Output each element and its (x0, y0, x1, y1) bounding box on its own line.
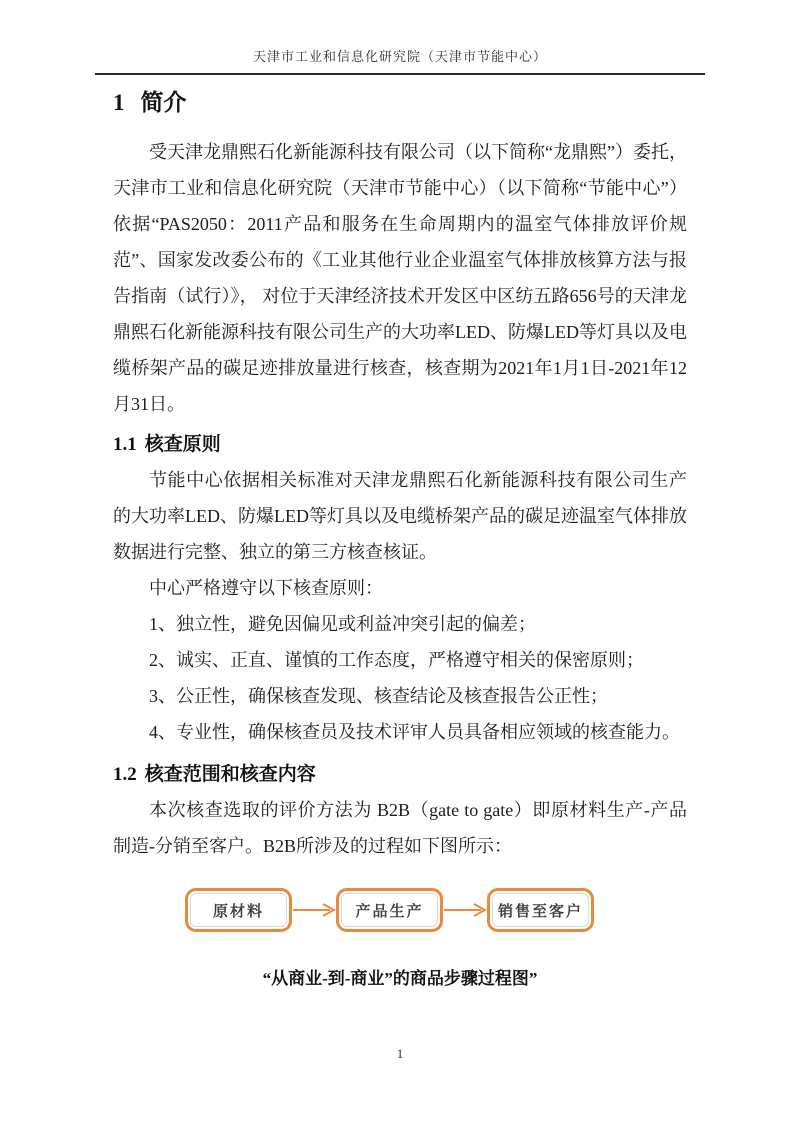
section-1-1-paragraph: 节能中心依据相关标准对天津龙鼎熙石化新能源科技有限公司生产的大功率LED、防爆LED等灯具以及电缆桥架产品的碳足迹温室气体排放数据进行完整、独立的第三方核查核证。 (113, 470, 687, 562)
section-1-1-title: 核查原则 (144, 434, 221, 455)
principle-item: 1、独立性，避免因偏见或利益冲突引起的偏差； (149, 614, 536, 634)
flow-arrow-icon (443, 902, 487, 918)
header-title: 天津市工业和信息化研究院（天津市节能中心） (252, 49, 547, 64)
intro-paragraph: 受天津龙鼎熙石化新能源科技有限公司（以下简称“龙鼎熙”）委托，天津市工业和信息化研究院（天津市节能中心）（以下简称“节能中心”）依据“PAS2050：2011产品和服务在生命周期内的温室气体排放评价规范”、国家发改委公布的《工业其他行业企业温室气体排放核算方法与报告指南（试行）》， 对位于天津经济技术开发区中区纺五路656号的天津龙鼎熙石化新能源科技有限公司生产的大功率LED、防爆LED等灯具以及电缆桥架产品的碳足迹排放量进行核查，核查期为2021年1月1日-2021年12月31日。 (113, 142, 687, 414)
section-1-2-paragraph: 本次核查选取的评价方法为 B2B（gate to gate）即原材料生产-产品制造-分销至客户。B2B所涉及的过程如下图所示： (113, 800, 687, 856)
chapter-number: 1 (113, 90, 125, 115)
principle-item: 4、专业性，确保核查员及技术评审人员具备相应领域的核查能力。 (149, 722, 680, 742)
page-content (113, 88, 687, 989)
section-1-2-title: 核查范围和核查内容 (144, 764, 316, 785)
b2b-flow-diagram (185, 888, 687, 932)
page-number: 1 (396, 1046, 404, 1061)
flow-box-raw-materials: 原材料 (185, 888, 292, 932)
section-1-1-heading (113, 430, 687, 460)
section-1-1-number: 1.1 (113, 434, 137, 455)
principle-item: 3、公正性，确保核查发现、核查结论及核查报告公正性； (149, 686, 608, 706)
flow-box-production: 产品生产 (336, 888, 443, 932)
section-1-2-number: 1.2 (113, 764, 137, 785)
chapter-title: 简介 (140, 90, 187, 115)
diagram-caption: “从商业-到-商业”的商品步骤过程图” (262, 969, 538, 988)
principles-intro: 中心严格遵守以下核查原则： (149, 578, 383, 598)
flow-arrow-icon (292, 902, 336, 918)
page-header (95, 46, 705, 75)
section-1-2-heading (113, 760, 687, 790)
chapter-heading (113, 88, 687, 118)
flow-box-sales-to-customer: 销售至客户 (487, 888, 594, 932)
principle-item: 2、诚实、正直、谨慎的工作态度，严格遵守相关的保密原则； (149, 650, 644, 670)
